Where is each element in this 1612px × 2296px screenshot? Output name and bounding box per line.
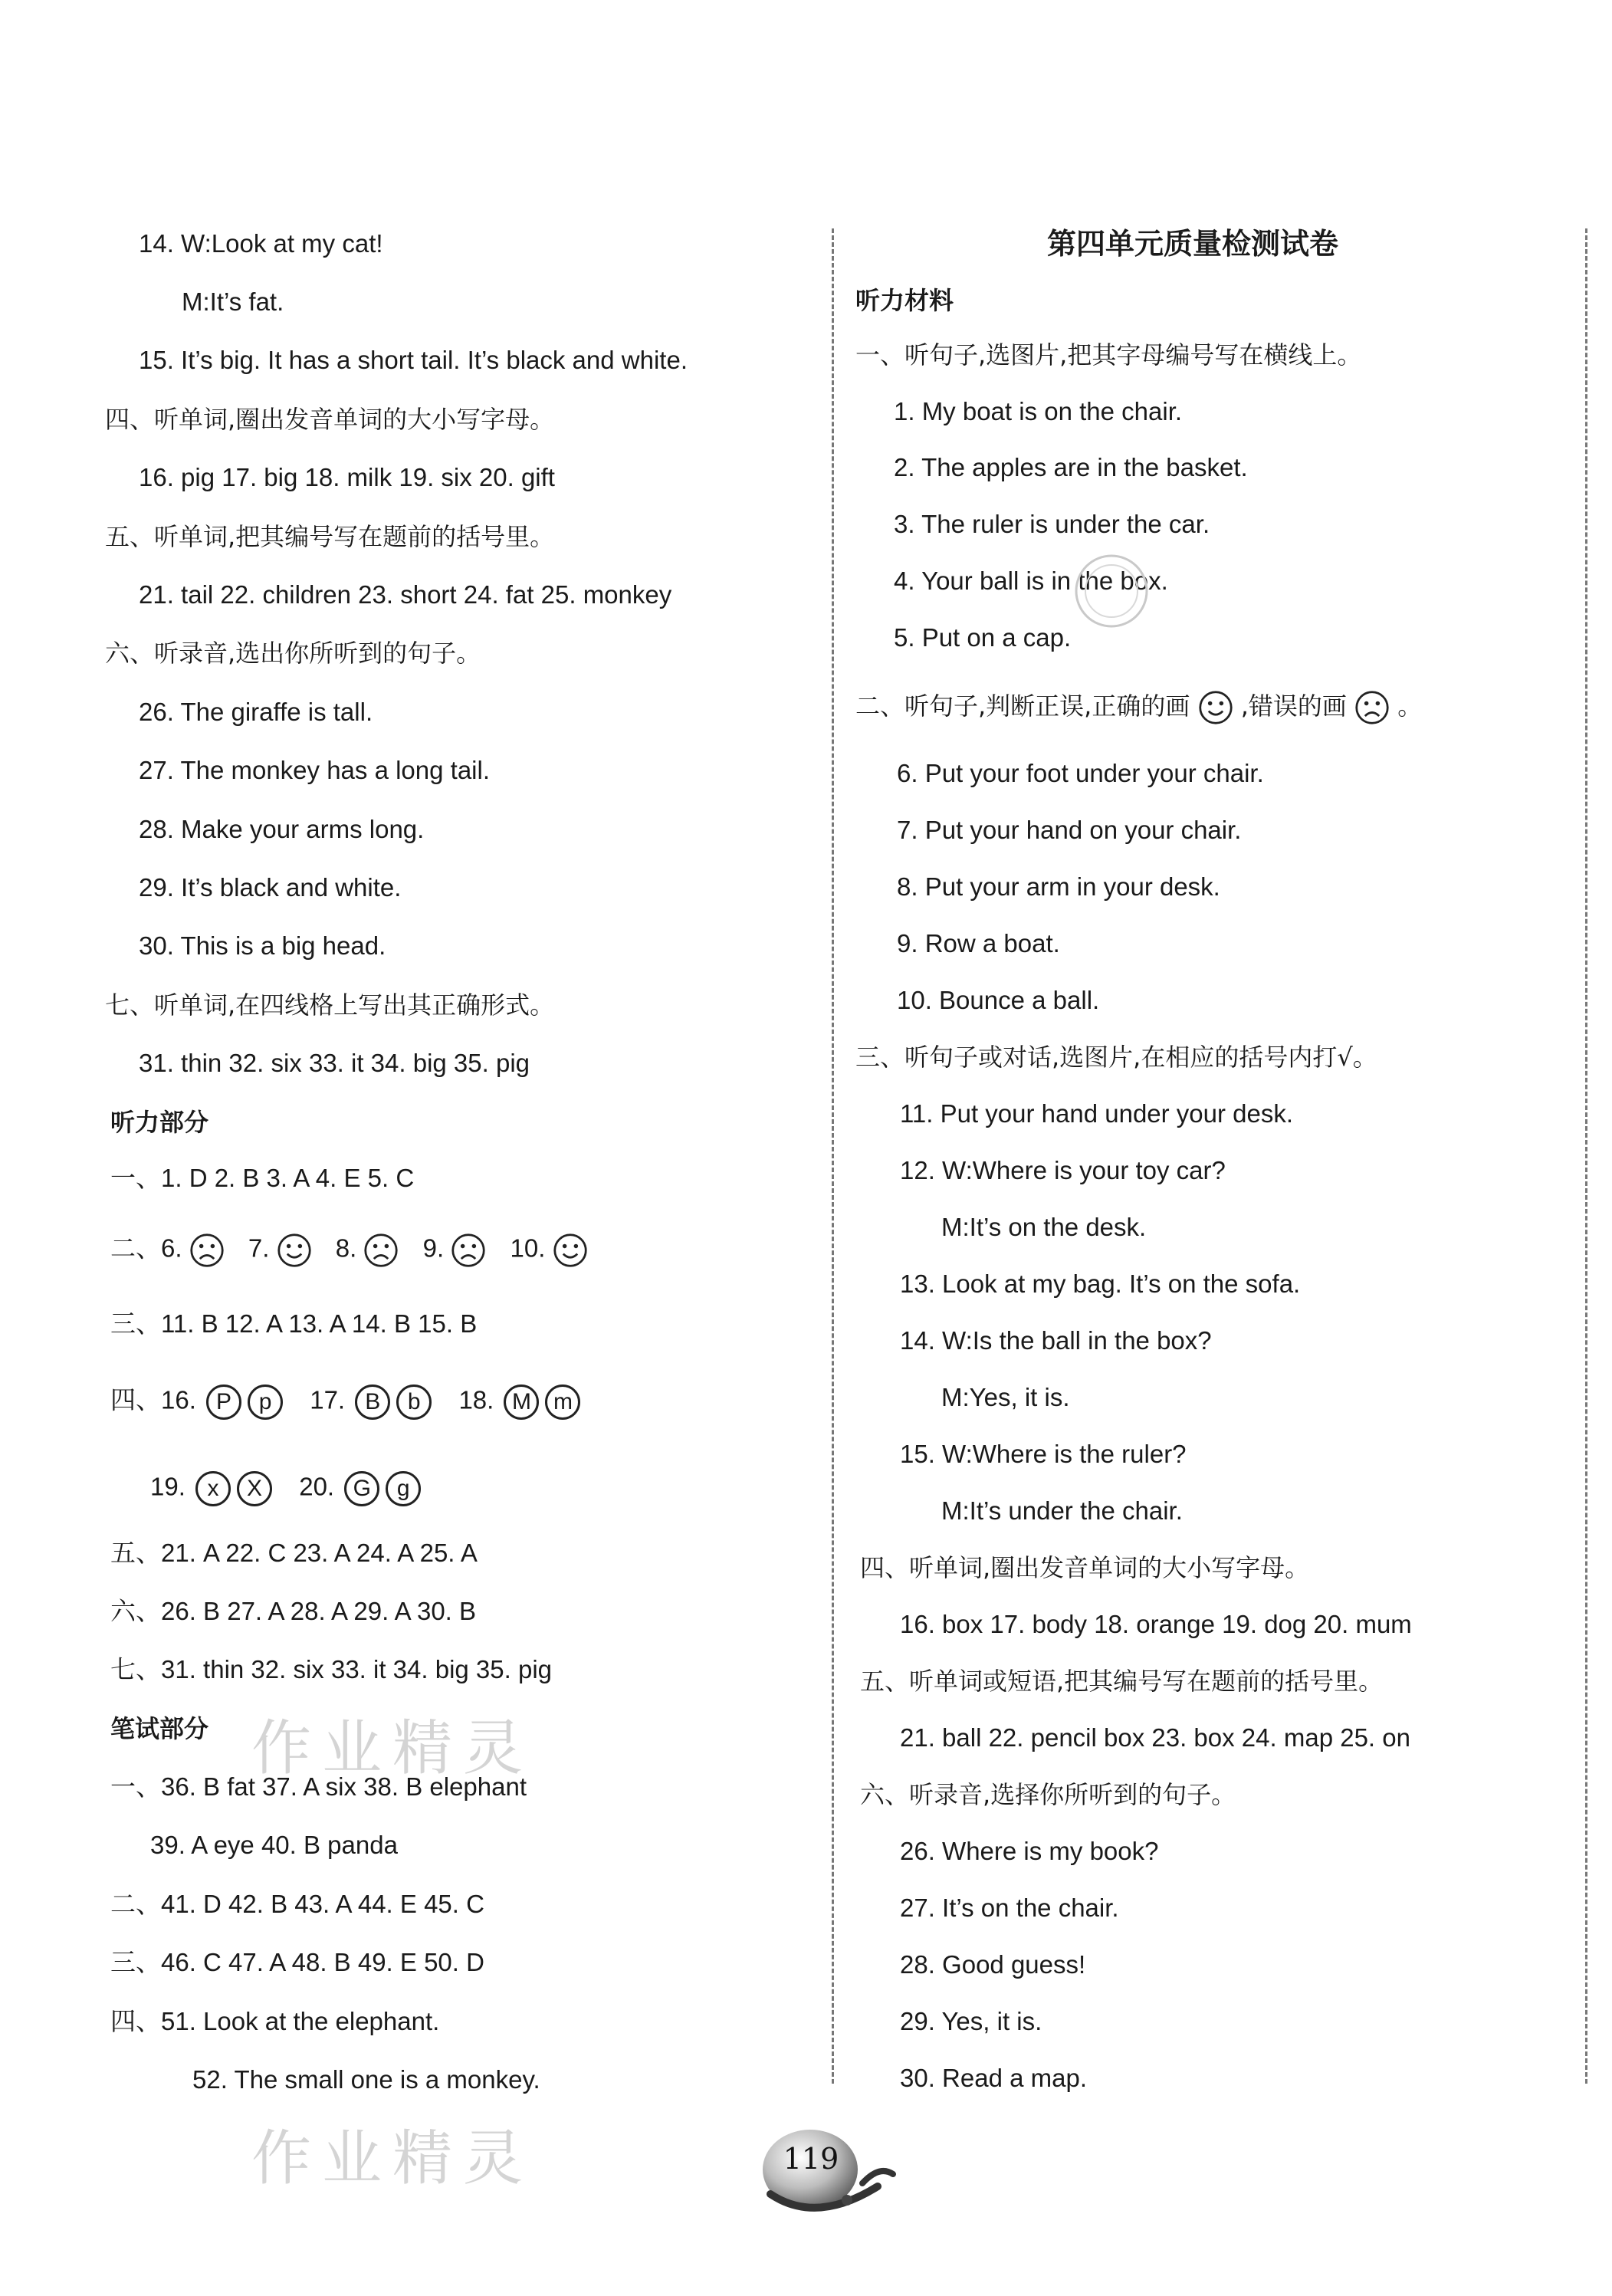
section-heading: 七、听单词,在四线格上写出其正确形式。 xyxy=(105,990,555,1020)
text-line: 28. Good guess! xyxy=(900,1950,1086,1979)
text-line: 1. My boat is on the chair. xyxy=(894,397,1183,425)
section-heading: 六、听录音,选出你所听到的句子。 xyxy=(105,639,481,668)
text-line: 3. The ruler is under the car. xyxy=(894,510,1210,538)
heading-text: 二、听句子,判断正误,正确的画 xyxy=(855,691,1190,721)
section-heading: 五、听单词或短语,把其编号写在题前的括号里。 xyxy=(860,1667,1384,1696)
answer-number: 9. xyxy=(422,1233,445,1263)
smiley-face-icon xyxy=(277,1233,312,1268)
answer-line: 四、51. Look at the elephant. xyxy=(110,2007,440,2035)
circled-letter: b xyxy=(396,1384,432,1420)
text-line: 9. Row a boat. xyxy=(897,929,1060,957)
section-heading: 五、听单词,把其编号写在题前的括号里。 xyxy=(105,522,555,551)
text-line: 11. Put your hand under your desk. xyxy=(900,1099,1294,1128)
circled-letter: p xyxy=(248,1384,283,1420)
answer-number: 19. xyxy=(150,1472,185,1501)
answer-number: 10. xyxy=(510,1233,546,1263)
watermark: 作业精灵 xyxy=(251,1714,534,1783)
text-line: 2. The apples are in the basket. xyxy=(894,453,1248,481)
answer-number: 20. xyxy=(299,1472,335,1501)
answer-prefix: 二、6. xyxy=(110,1233,182,1263)
text-line: 10. Bounce a ball. xyxy=(897,986,1100,1014)
circled-letter: B xyxy=(355,1384,390,1420)
section-heading: 一、听句子,选图片,把其字母编号写在横线上。 xyxy=(855,340,1362,370)
sad-face-icon xyxy=(451,1233,486,1268)
text-line: 16. box 17. body 18. orange 19. dog 20. mum xyxy=(900,1610,1412,1638)
text-line: 4. Your ball is in the box. xyxy=(894,567,1168,595)
answer-line: 二、41. D 42. B 43. A 44. E 45. C xyxy=(110,1890,484,1918)
text-line: 7. Put your hand on your chair. xyxy=(897,816,1242,844)
page-edge-divider xyxy=(1585,228,1587,2084)
text-line: M:Yes, it is. xyxy=(941,1383,1070,1411)
answer-line: 一、1. D 2. B 3. A 4. E 5. C xyxy=(110,1164,415,1192)
sad-face-icon xyxy=(1354,690,1390,725)
text-line: 15. It’s big. It has a short tail. It’s black and white. xyxy=(139,346,688,374)
circled-letter: P xyxy=(206,1384,241,1420)
answer-line: 39. A eye 40. B panda xyxy=(150,1831,398,1859)
text-line: 28. Make your arms long. xyxy=(139,815,425,843)
section-heading-faces xyxy=(855,690,1422,725)
circled-letter: X xyxy=(237,1471,272,1506)
page-number: 119 xyxy=(783,2142,839,2176)
answer-line: 三、11. B 12. A 13. A 14. B 15. B xyxy=(110,1309,478,1338)
answer-line: 52. The small one is a monkey. xyxy=(192,2065,540,2094)
text-line: 13. Look at my bag. It’s on the sofa. xyxy=(900,1270,1301,1298)
text-line: 14. W:Look at my cat! xyxy=(139,229,383,258)
circled-letter: G xyxy=(344,1471,379,1506)
answer-line: 五、21. A 22. C 23. A 24. A 25. A xyxy=(110,1539,478,1567)
text-line: 21. ball 22. pencil box 23. box 24. map 25. on xyxy=(900,1723,1410,1752)
text-line: 12. W:Where is your toy car? xyxy=(900,1156,1226,1184)
text-line: 5. Put on a cap. xyxy=(894,623,1072,652)
section-heading: 三、听句子或对话,选图片,在相应的括号内打√。 xyxy=(855,1043,1377,1072)
text-line: 6. Put your foot under your chair. xyxy=(897,759,1264,787)
stamp-icon xyxy=(1069,549,1154,633)
answer-line-circles xyxy=(150,1471,424,1506)
answer-number: 18. xyxy=(458,1385,494,1414)
answer-prefix: 四、16. xyxy=(110,1385,196,1414)
circled-letter: x xyxy=(195,1471,231,1506)
text-line: 29. Yes, it is. xyxy=(900,2007,1042,2035)
answer-line: 六、26. B 27. A 28. A 29. A 30. B xyxy=(110,1597,477,1625)
answer-line: 七、31. thin 32. six 33. it 34. big 35. pig xyxy=(110,1655,553,1683)
answer-line-circles xyxy=(110,1384,583,1420)
text-line: M:It’s on the desk. xyxy=(941,1213,1147,1241)
text-line: 30. Read a map. xyxy=(900,2064,1087,2092)
text-line: 15. W:Where is the ruler? xyxy=(900,1440,1187,1468)
text-line: 30. This is a big head. xyxy=(139,931,386,960)
column-divider xyxy=(832,228,834,2084)
text-line: 31. thin 32. six 33. it 34. big 35. pig xyxy=(139,1049,530,1077)
subheading-material: 听力材料 xyxy=(855,286,954,315)
text-line: 27. The monkey has a long tail. xyxy=(139,756,491,784)
text-line: M:It’s under the chair. xyxy=(941,1496,1183,1525)
sad-face-icon xyxy=(363,1233,399,1268)
section-heading: 四、听单词,圈出发音单词的大小写字母。 xyxy=(105,405,555,434)
text-line: 14. W:Is the ball in the box? xyxy=(900,1326,1212,1355)
text-line: 29. It’s black and white. xyxy=(139,873,402,902)
subheading-listening: 听力部分 xyxy=(110,1108,209,1137)
smiley-face-icon xyxy=(1198,690,1233,725)
text-line: 16. pig 17. big 18. milk 19. six 20. gift xyxy=(139,463,555,491)
heading-text: ,错误的画 xyxy=(1240,691,1347,721)
circled-letter: M xyxy=(504,1384,539,1420)
answer-line: 三、46. C 47. A 48. B 49. E 50. D xyxy=(110,1948,484,1976)
section-heading: 四、听单词,圈出发音单词的大小写字母。 xyxy=(860,1553,1310,1582)
answer-number: 7. xyxy=(248,1233,270,1263)
subheading-writing: 笔试部分 xyxy=(110,1714,209,1743)
text-line: 26. The giraffe is tall. xyxy=(139,698,373,726)
text-line: M:It’s fat. xyxy=(182,287,284,316)
page-title: 第四单元质量检测试卷 xyxy=(1047,227,1339,261)
circled-letter: g xyxy=(386,1471,421,1506)
smiley-face-icon xyxy=(553,1233,588,1268)
section-heading: 六、听录音,选择你所听到的句子。 xyxy=(860,1780,1236,1809)
text-line: 27. It’s on the chair. xyxy=(900,1894,1119,1922)
watermark: 作业精灵 xyxy=(251,2124,534,2193)
text-line: 8. Put your arm in your desk. xyxy=(897,872,1220,901)
sad-face-icon xyxy=(189,1233,225,1268)
circled-letter: m xyxy=(545,1384,580,1420)
answer-line: 一、36. B fat 37. A six 38. B elephant xyxy=(110,1772,527,1801)
answer-line-faces xyxy=(110,1233,588,1268)
answer-number: 8. xyxy=(335,1233,357,1263)
page-number-badge xyxy=(747,2110,908,2225)
heading-text: 。 xyxy=(1397,691,1423,721)
text-line: 21. tail 22. children 23. short 24. fat 25. monkey xyxy=(139,580,672,609)
text-line: 26. Where is my book? xyxy=(900,1837,1159,1865)
answer-number: 17. xyxy=(310,1385,346,1414)
